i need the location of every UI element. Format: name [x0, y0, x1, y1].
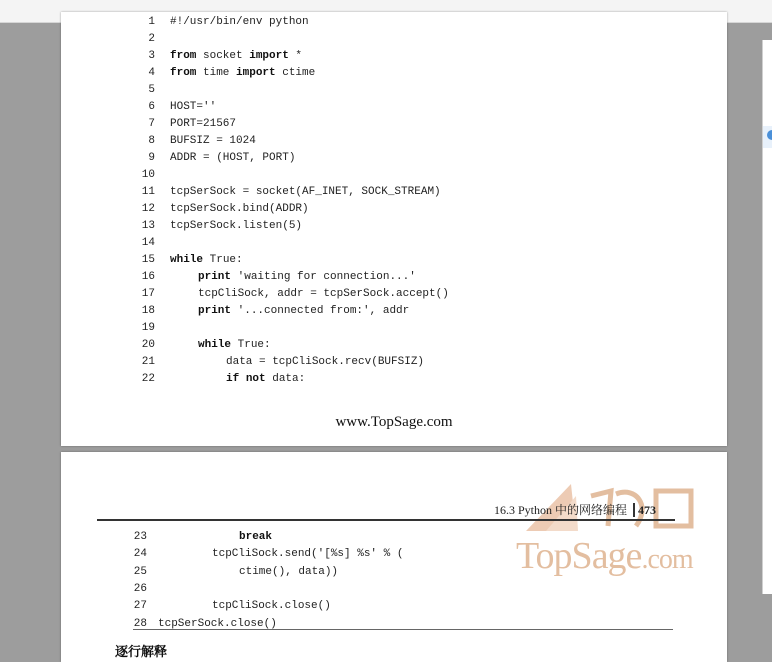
code-text [170, 48, 302, 64]
code-text [198, 269, 416, 285]
code-line [61, 337, 661, 353]
code-token: '...connected from:', addr [231, 305, 410, 317]
code-token: HOST='' [170, 101, 217, 113]
code-token: tcpSerSock.close() [158, 617, 277, 630]
code-text [226, 354, 424, 370]
code-line [61, 184, 661, 200]
code-text [170, 201, 309, 217]
code-line [61, 320, 661, 336]
line-number: 12 [141, 203, 155, 215]
code-token: data = tcpCliSock.recv(BUFSIZ) [226, 356, 425, 368]
code-keyword: import [249, 50, 289, 62]
code-line [61, 167, 661, 183]
line-number: 10 [141, 169, 155, 181]
line-number: 28 [133, 617, 147, 630]
code-text [239, 529, 272, 545]
code-keyword: import [236, 67, 276, 79]
code-token [239, 373, 246, 385]
sidebar-panel [762, 40, 772, 594]
running-head [494, 501, 659, 518]
line-number: 26 [133, 582, 147, 595]
code-text [170, 252, 243, 268]
code-line [61, 354, 661, 370]
line-number: 8 [148, 135, 155, 147]
code-line [61, 371, 661, 387]
line-number: 22 [141, 373, 155, 385]
code-token: tcpSerSock.bind(ADDR) [170, 203, 309, 215]
code-text [170, 99, 216, 115]
line-number: 20 [141, 339, 155, 351]
code-token: True: [203, 254, 243, 266]
line-number: 11 [141, 186, 155, 198]
code-keyword: from [170, 50, 197, 62]
code-keyword: from [170, 67, 197, 79]
code-line [61, 564, 661, 580]
code-token: 'waiting for connection...' [231, 271, 416, 283]
code-line [61, 31, 661, 47]
line-number: 13 [141, 220, 155, 232]
code-text [170, 65, 315, 81]
code-token: ADDR = (HOST, PORT) [170, 152, 296, 164]
line-number: 4 [148, 67, 155, 79]
code-line [61, 529, 661, 545]
code-token: #!/usr/bin/env python [170, 16, 309, 28]
line-number: 18 [141, 305, 155, 317]
code-line [61, 581, 661, 597]
line-number: 7 [148, 118, 155, 130]
running-head-title: 16.3 Python 中的网络编程 [494, 503, 628, 517]
line-number: 15 [141, 254, 155, 266]
code-token: ctime [275, 67, 316, 79]
code-token: * [288, 50, 303, 62]
line-number: 19 [141, 322, 155, 334]
code-text [212, 598, 331, 614]
page-number: 473 [633, 503, 659, 517]
line-number: 23 [133, 531, 147, 543]
code-keyword: break [239, 531, 273, 543]
listing-end-rule [133, 629, 673, 630]
line-number: 6 [148, 101, 155, 113]
section-heading: 逐行解释 [115, 644, 168, 659]
document-page-2 [61, 452, 727, 662]
page-footer-url: www.TopSage.com [335, 414, 453, 430]
code-token: ctime(), data)) [239, 565, 339, 578]
code-line [61, 201, 661, 217]
watermark-text: TopSage.com [516, 535, 693, 577]
code-text [198, 303, 409, 319]
code-keyword: while [198, 339, 232, 351]
code-line [61, 546, 661, 562]
code-line [61, 269, 661, 285]
code-text [170, 150, 295, 166]
code-line [61, 150, 661, 166]
line-number: 17 [141, 288, 155, 300]
code-line [61, 286, 661, 302]
code-line [61, 598, 661, 614]
code-token: tcpCliSock.send('[%s] %s' % ( [212, 548, 404, 561]
line-number: 3 [148, 50, 155, 62]
code-line [61, 218, 661, 234]
code-token: True: [231, 339, 271, 351]
code-text [170, 116, 236, 132]
line-number: 2 [148, 33, 155, 45]
radio-dot-icon[interactable] [767, 130, 772, 140]
line-number: 21 [141, 356, 155, 368]
code-text [170, 133, 256, 149]
header-rule [97, 519, 675, 521]
code-line [61, 133, 661, 149]
code-keyword: not [245, 373, 266, 385]
code-token: time [196, 67, 237, 79]
code-text [170, 14, 309, 30]
code-text [170, 218, 302, 234]
code-text [198, 337, 271, 353]
code-keyword: print [198, 271, 232, 283]
code-line [61, 65, 661, 81]
code-text [239, 564, 338, 580]
code-line [61, 303, 661, 319]
code-token: tcpSerSock = socket(AF_INET, SOCK_STREAM) [170, 186, 441, 198]
document-page-1 [61, 12, 727, 446]
code-token: tcpCliSock.close() [212, 600, 331, 613]
code-line [61, 235, 661, 251]
code-token: data: [265, 373, 306, 385]
line-number: 9 [148, 152, 155, 164]
code-line [61, 48, 661, 64]
line-number: 27 [133, 600, 147, 613]
code-keyword: print [198, 305, 232, 317]
line-number: 16 [141, 271, 155, 283]
line-number: 14 [141, 237, 155, 249]
line-number: 24 [133, 548, 147, 561]
code-line [61, 82, 661, 98]
code-text [226, 371, 305, 387]
code-text [212, 546, 403, 562]
code-keyword: while [170, 254, 204, 266]
line-number: 25 [133, 565, 147, 578]
code-text [170, 184, 441, 200]
line-number: 5 [148, 84, 155, 96]
code-text [198, 286, 449, 302]
code-token: tcpCliSock, addr = tcpSerSock.accept() [198, 288, 449, 300]
code-line [61, 116, 661, 132]
code-line [61, 14, 661, 30]
code-token: tcpSerSock.listen(5) [170, 220, 303, 232]
code-token: BUFSIZ = 1024 [170, 135, 256, 147]
code-keyword: if [226, 373, 240, 385]
code-line [61, 252, 661, 268]
code-token: socket [196, 50, 250, 62]
line-number: 1 [148, 16, 155, 28]
code-line [61, 99, 661, 115]
code-token: PORT=21567 [170, 118, 237, 130]
